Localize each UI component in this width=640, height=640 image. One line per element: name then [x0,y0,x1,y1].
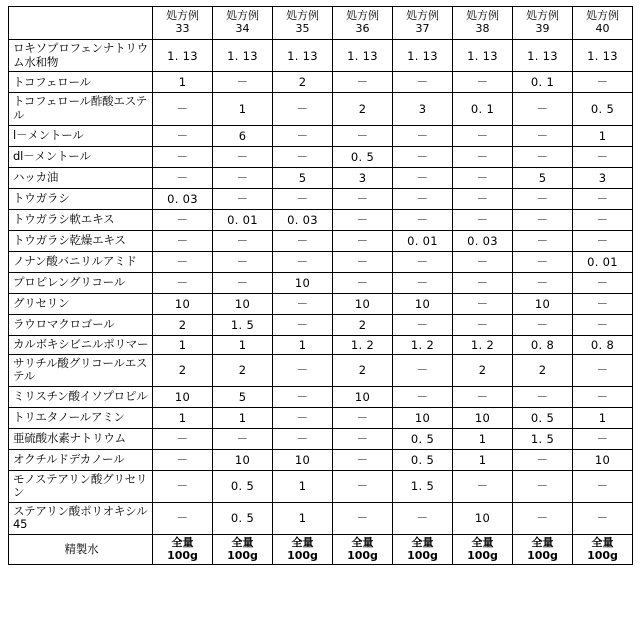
total-label: 全量 [171,535,194,549]
cell-value: 1 [573,125,633,146]
cell-value: － [273,146,333,167]
cell-value: 1. 2 [333,335,393,354]
cell-value: 1. 13 [513,40,573,72]
cell-value-total [453,534,513,564]
cell-value-total [393,534,453,564]
cell-value: － [393,251,453,272]
ingredient-name: トリエタノールアミン [9,407,153,428]
cell-value: － [513,386,573,407]
cell-value: － [213,251,273,272]
column-header-40 [573,7,633,40]
cell-value: － [393,188,453,209]
table-row [9,470,633,502]
cell-value: － [333,272,393,293]
cell-value: 5 [213,386,273,407]
cell-value: 0. 5 [213,502,273,534]
cell-value: － [573,470,633,502]
column-header-title: 処方例 [466,9,499,22]
cell-value: 1. 13 [213,40,273,72]
total-label: 全量 [471,535,494,549]
cell-value: － [333,502,393,534]
column-header-title: 処方例 [226,9,259,22]
cell-value: － [513,314,573,335]
ingredient-name: サリチル酸グリコールエステル [9,354,153,386]
cell-value: － [153,209,213,230]
cell-value: － [333,125,393,146]
ingredient-name: オクチルドデカノール [9,449,153,470]
cell-value: － [453,272,513,293]
cell-value: 1 [213,335,273,354]
cell-value: － [573,272,633,293]
cell-value: － [273,428,333,449]
cell-value: 0. 03 [153,188,213,209]
table-row-total [9,534,633,564]
cell-value: － [573,502,633,534]
cell-value: － [393,502,453,534]
table-row [9,314,633,335]
table-row [9,502,633,534]
cell-value: 10 [213,293,273,314]
cell-value: 2 [333,93,393,125]
cell-value: 1 [273,502,333,534]
cell-value: 1. 13 [453,40,513,72]
total-amount: 100g [467,548,498,562]
ingredient-name: グリセリン [9,293,153,314]
cell-value: 5 [273,167,333,188]
column-header-number: 37 [415,21,430,35]
cell-value: － [393,146,453,167]
cell-value: － [333,209,393,230]
column-header-number: 38 [475,21,490,35]
cell-value: 1. 13 [573,40,633,72]
cell-value: 1 [273,335,333,354]
column-header-34 [213,7,273,40]
ingredient-name: トコフェロール酢酸エステル [9,93,153,125]
cell-value: 1 [453,449,513,470]
cell-value: 0. 1 [453,93,513,125]
cell-value: 0. 5 [393,449,453,470]
cell-value: 1. 2 [453,335,513,354]
total-label: 全量 [411,535,434,549]
cell-value: 1 [453,428,513,449]
cell-value: 2 [513,354,573,386]
table-row [9,188,633,209]
cell-value: － [513,449,573,470]
cell-value: － [153,93,213,125]
column-header-37 [393,7,453,40]
cell-value: 2 [273,72,333,93]
cell-value: － [573,146,633,167]
cell-value: － [333,72,393,93]
cell-value-total [273,534,333,564]
cell-value: 3 [393,93,453,125]
column-header-title: 処方例 [346,9,379,22]
cell-value: － [153,428,213,449]
cell-value: － [393,209,453,230]
cell-value-total [213,534,273,564]
cell-value: － [573,386,633,407]
cell-value: 10 [333,293,393,314]
cell-value: － [153,251,213,272]
cell-value: － [153,125,213,146]
total-amount: 100g [587,548,618,562]
cell-value: － [573,188,633,209]
cell-value: － [153,230,213,251]
table-row [9,72,633,93]
column-header-title: 処方例 [586,9,619,22]
cell-value: － [513,251,573,272]
cell-value: 2 [453,354,513,386]
cell-value: － [453,167,513,188]
column-header-number: 33 [175,21,190,35]
cell-value: 1. 13 [393,40,453,72]
cell-value: － [573,72,633,93]
cell-value: 1. 5 [393,470,453,502]
cell-value: － [273,251,333,272]
cell-value: － [333,428,393,449]
table-row [9,251,633,272]
column-header-33 [153,7,213,40]
cell-value: － [393,314,453,335]
column-header-title: 処方例 [286,9,319,22]
cell-value: － [513,93,573,125]
cell-value: － [573,209,633,230]
cell-value: 1. 13 [273,40,333,72]
column-header-number: 36 [355,21,370,35]
cell-value: － [453,470,513,502]
table-row [9,93,633,125]
ingredient-name: 精製水 [9,534,153,564]
cell-value: 0. 5 [213,470,273,502]
cell-value: 10 [453,407,513,428]
cell-value: 2 [213,354,273,386]
cell-value: － [453,386,513,407]
ingredient-name: トウガラシ乾燥エキス [9,230,153,251]
cell-value: 1. 13 [153,40,213,72]
cell-value: 1 [273,470,333,502]
ingredient-name: ラウロマクロゴール [9,314,153,335]
cell-value: － [213,146,273,167]
cell-value-total [333,534,393,564]
cell-value: － [573,230,633,251]
ingredient-name: カルボキシビニルポリマー [9,335,153,354]
cell-value: － [453,209,513,230]
ingredient-name: ミリスチン酸イソプロピル [9,386,153,407]
total-label: 全量 [351,535,374,549]
cell-value: － [273,314,333,335]
total-amount: 100g [527,548,558,562]
cell-value: － [153,502,213,534]
total-amount: 100g [167,548,198,562]
column-header-title: 処方例 [406,9,439,22]
table-row [9,449,633,470]
cell-value: 5 [513,167,573,188]
cell-value: 0. 8 [513,335,573,354]
total-label: 全量 [231,535,254,549]
cell-value: － [513,502,573,534]
table-row [9,146,633,167]
total-label: 全量 [291,535,314,549]
cell-value: － [333,449,393,470]
ingredient-name: l－メントール [9,125,153,146]
cell-value: 2 [153,314,213,335]
ingredient-name: トコフェロール [9,72,153,93]
cell-value: － [453,125,513,146]
table-row [9,335,633,354]
cell-value: － [153,449,213,470]
cell-value: － [273,386,333,407]
ingredient-name: ロキソプロフェンナトリウム水和物 [9,40,153,72]
table-row [9,407,633,428]
cell-value: 0. 01 [573,251,633,272]
column-header-number: 39 [535,21,550,35]
cell-value: － [273,125,333,146]
column-header-title: 処方例 [166,9,199,22]
cell-value: － [153,272,213,293]
cell-value-total [573,534,633,564]
total-amount: 100g [287,548,318,562]
cell-value: 10 [393,407,453,428]
cell-value: 0. 03 [273,209,333,230]
cell-value: 10 [393,293,453,314]
cell-value: － [213,230,273,251]
cell-value: － [393,272,453,293]
cell-value: 3 [333,167,393,188]
cell-value: － [213,188,273,209]
cell-value: 1 [153,407,213,428]
cell-value: － [453,293,513,314]
cell-value: 0. 01 [393,230,453,251]
column-header-title: 処方例 [526,9,559,22]
column-header-35 [273,7,333,40]
column-header-36 [333,7,393,40]
cell-value: － [453,72,513,93]
cell-value: 0. 01 [213,209,273,230]
cell-value: 0. 03 [453,230,513,251]
cell-value: － [453,188,513,209]
cell-value: 0. 5 [393,428,453,449]
cell-value: 10 [273,449,333,470]
total-label: 全量 [531,535,554,549]
column-header-number: 40 [595,21,610,35]
cell-value: － [213,167,273,188]
table-row [9,125,633,146]
cell-value: － [573,314,633,335]
ingredient-name: プロピレングリコール [9,272,153,293]
cell-value: － [573,293,633,314]
cell-value: 6 [213,125,273,146]
table-row [9,167,633,188]
cell-value: － [513,146,573,167]
cell-value: 1. 13 [333,40,393,72]
cell-value: 1 [153,335,213,354]
cell-value: 0. 1 [513,72,573,93]
column-header-number: 34 [235,21,250,35]
cell-value: － [513,188,573,209]
table-row [9,386,633,407]
cell-value: － [393,167,453,188]
ingredient-name: トウガラシ軟エキス [9,209,153,230]
cell-value: － [573,428,633,449]
cell-value: 10 [273,272,333,293]
cell-value: 10 [573,449,633,470]
cell-value: 1 [153,72,213,93]
cell-value: － [333,230,393,251]
cell-value: － [273,354,333,386]
ingredient-name: 亜硫酸水素ナトリウム [9,428,153,449]
cell-value: － [513,125,573,146]
table-row [9,272,633,293]
cell-value: 2 [333,354,393,386]
cell-value: 1 [213,407,273,428]
cell-value: － [453,314,513,335]
ingredient-name: ノナン酸バニリルアミド [9,251,153,272]
cell-value: － [393,125,453,146]
cell-value: － [333,251,393,272]
cell-value: 0. 8 [573,335,633,354]
table-corner-cell [9,7,153,40]
cell-value: 10 [453,502,513,534]
cell-value: 0. 5 [513,407,573,428]
cell-value: － [273,407,333,428]
cell-value-total [513,534,573,564]
cell-value: － [453,251,513,272]
cell-value: － [213,428,273,449]
cell-value: － [213,272,273,293]
total-amount: 100g [407,548,438,562]
cell-value: － [333,470,393,502]
cell-value: － [153,470,213,502]
total-amount: 100g [347,548,378,562]
ingredient-name: モノステアリン酸グリセリン [9,470,153,502]
cell-value: － [273,293,333,314]
cell-value: 10 [513,293,573,314]
cell-value: 10 [153,293,213,314]
cell-value: 0. 5 [573,93,633,125]
cell-value: － [273,230,333,251]
formulation-table [8,6,633,565]
ingredient-name: dl－メントール [9,146,153,167]
cell-value: － [513,470,573,502]
cell-value: － [573,354,633,386]
cell-value: 1 [573,407,633,428]
cell-value: － [453,146,513,167]
cell-value: 0. 5 [333,146,393,167]
cell-value: 2 [153,354,213,386]
table-row [9,209,633,230]
cell-value: 1. 2 [393,335,453,354]
cell-value: － [393,354,453,386]
cell-value: － [153,146,213,167]
cell-value: 1. 5 [513,428,573,449]
cell-value: － [513,209,573,230]
cell-value: － [213,72,273,93]
cell-value: － [273,93,333,125]
cell-value: － [273,188,333,209]
cell-value: － [333,188,393,209]
total-label: 全量 [591,535,614,549]
cell-value: 3 [573,167,633,188]
table-row [9,354,633,386]
table-row [9,293,633,314]
cell-value: 1 [213,93,273,125]
cell-value: 10 [153,386,213,407]
column-header-39 [513,7,573,40]
cell-value: － [513,272,573,293]
cell-value: － [153,167,213,188]
cell-value: 10 [213,449,273,470]
table-row [9,428,633,449]
total-amount: 100g [227,548,258,562]
ingredient-name: トウガラシ [9,188,153,209]
cell-value: 10 [333,386,393,407]
cell-value: 1. 5 [213,314,273,335]
cell-value: － [333,407,393,428]
ingredient-name: ステアリン酸ポリオキシル45 [9,502,153,534]
column-header-number: 35 [295,21,310,35]
cell-value: － [393,72,453,93]
cell-value: 2 [333,314,393,335]
column-header-38 [453,7,513,40]
cell-value-total [153,534,213,564]
ingredient-name: ハッカ油 [9,167,153,188]
table-row [9,40,633,72]
cell-value: － [393,386,453,407]
table-row [9,230,633,251]
table-header-row [9,7,633,40]
cell-value: － [513,230,573,251]
